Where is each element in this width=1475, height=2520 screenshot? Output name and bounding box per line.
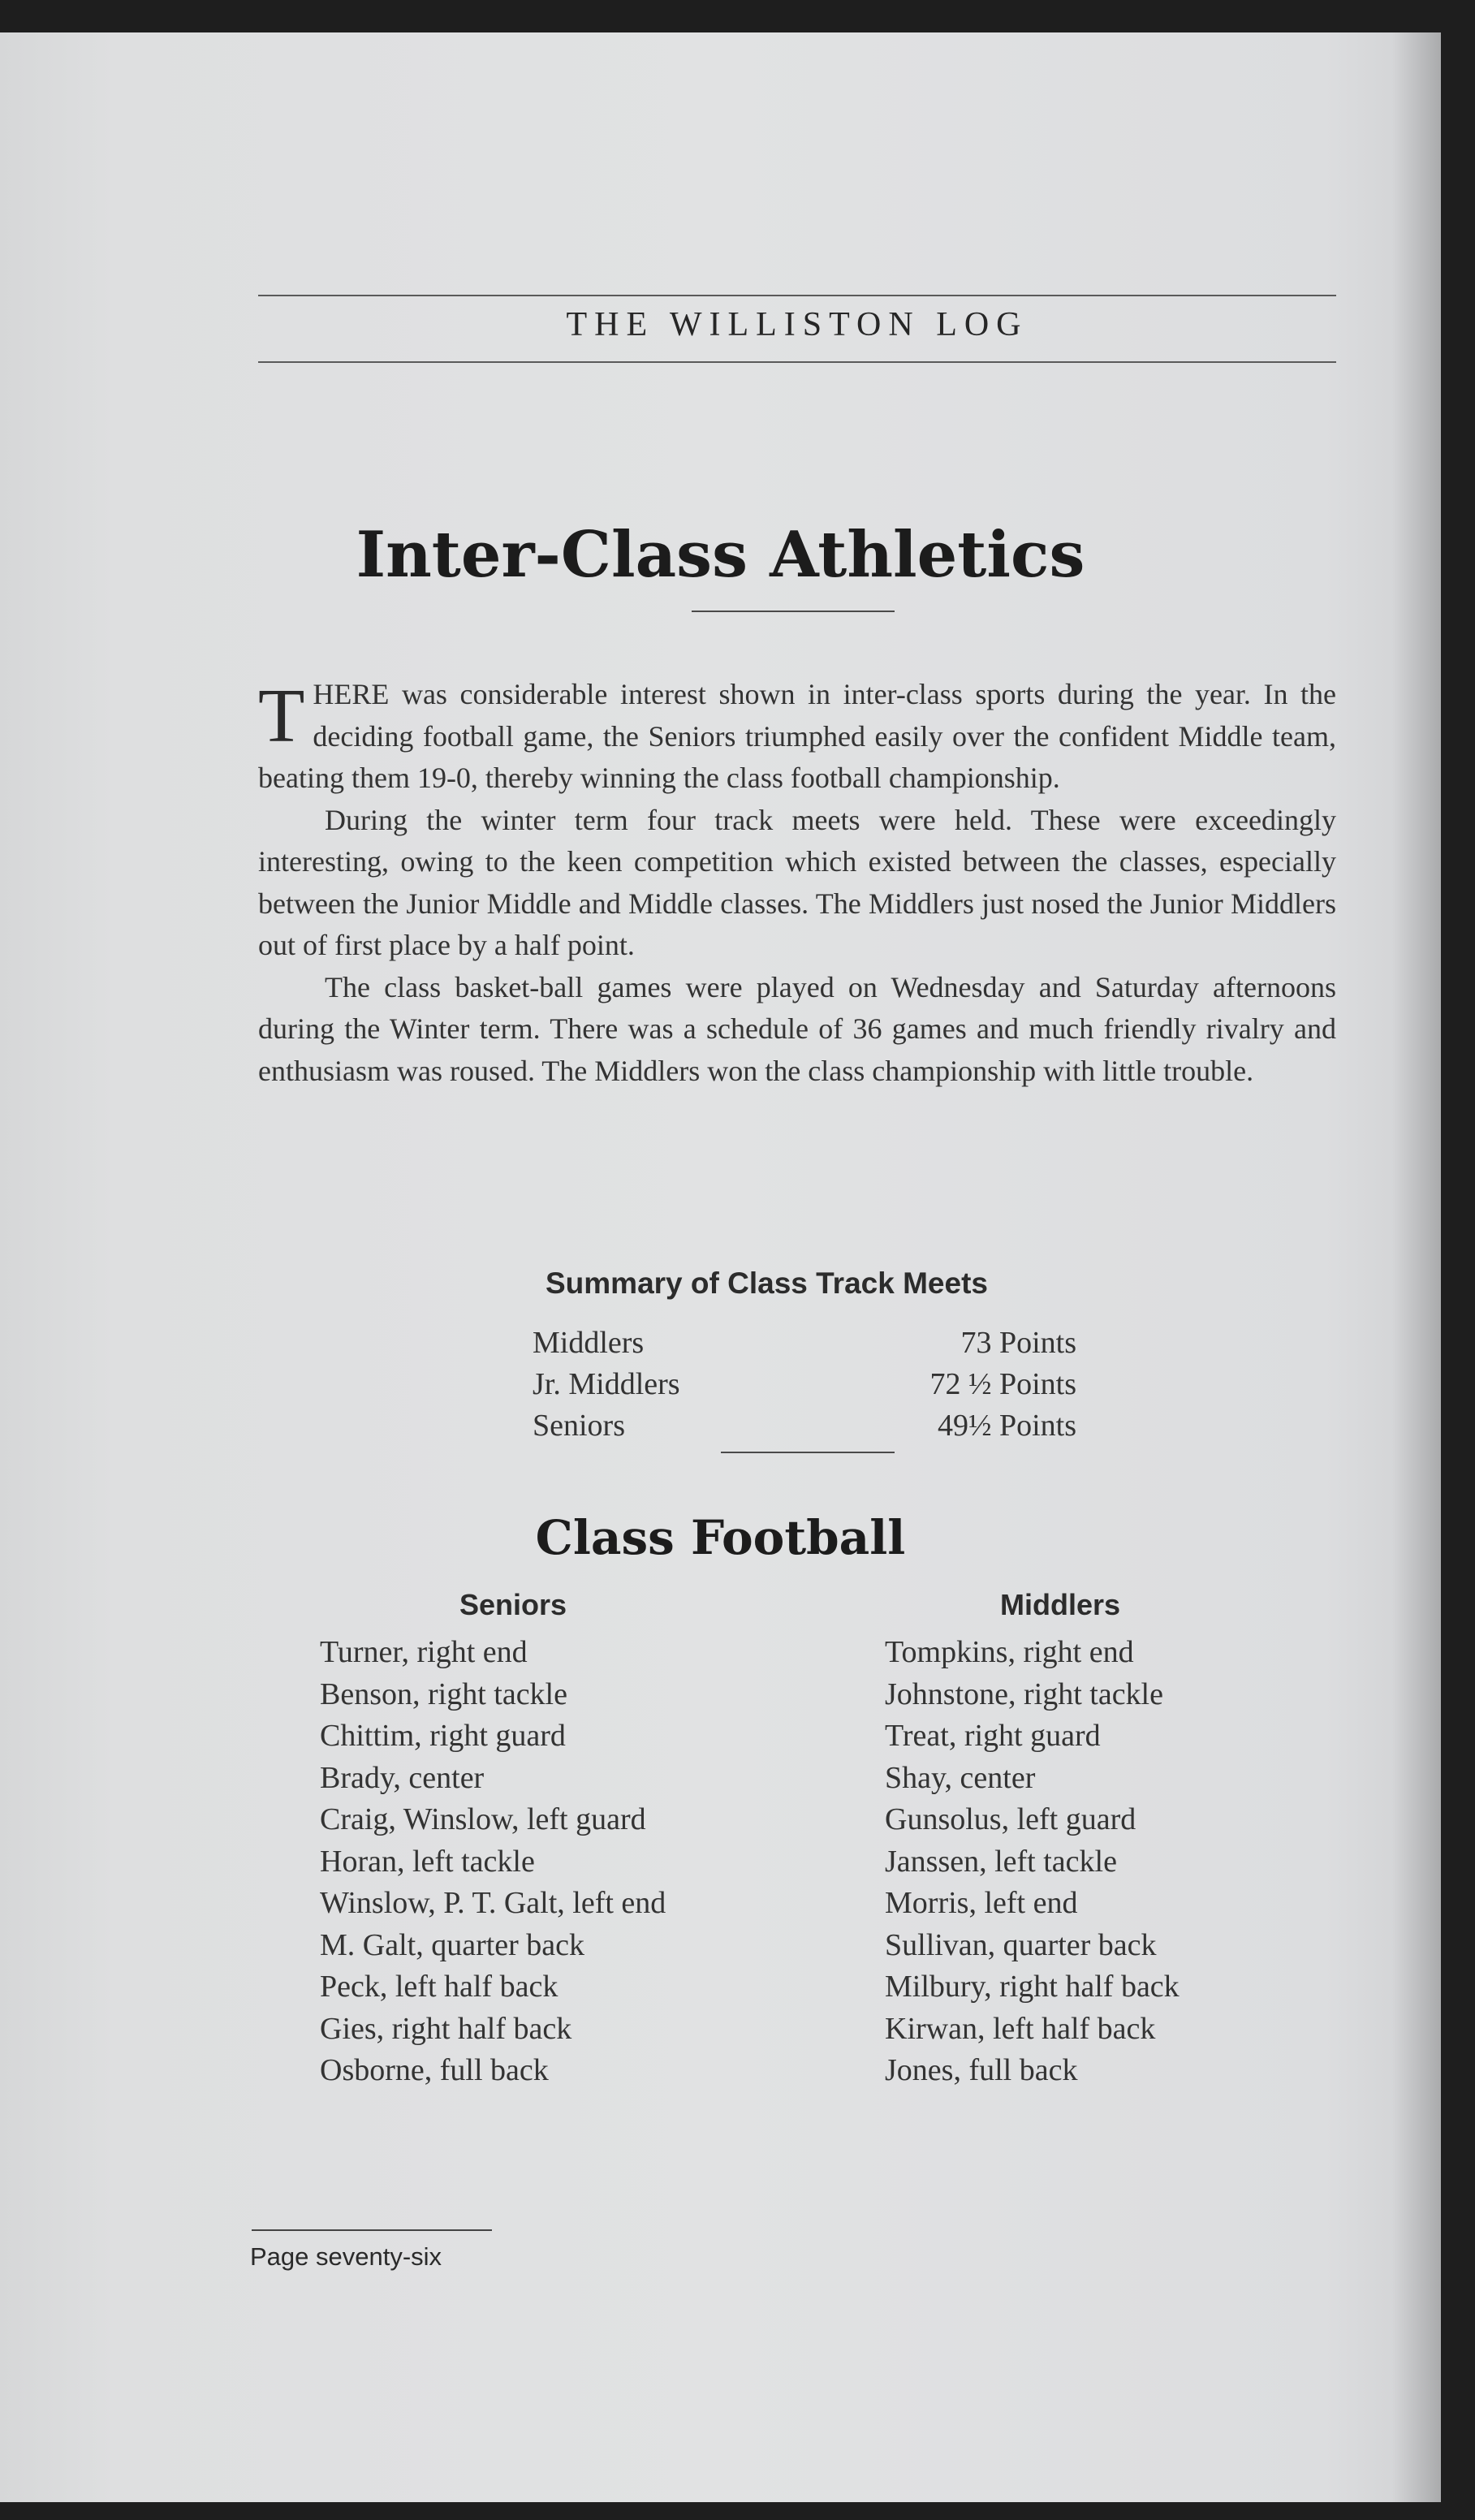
paragraph-2: During the winter term four track meets were held. These were exceedingly interesting, owing to the keen competition which existed between the classes, especially between the Junior Middle and Middle classes. The Middlers just nosed the Junior Middlers out of first place by a half point. (258, 803, 1336, 961)
summary-table (533, 1325, 1076, 1449)
middlers-heading: Middlers (1000, 1588, 1121, 1621)
page-edge-shadow (1392, 32, 1441, 2502)
middlers-roster (885, 1632, 1180, 2092)
article-body (258, 674, 1336, 1092)
list-item: Winslow, P. T. Galt, left end (320, 1886, 666, 1920)
summary-team: Middlers (533, 1326, 645, 1360)
summary-row (533, 1408, 1076, 1449)
paragraph-1-text: HERE was considerable interest shown in inter-class sports during the year. In the deciding football game, the Seniors triumphed easily over the confident Middle team, beating them 19-0, thereby winning the class football championship. (258, 678, 1336, 794)
football-title: Class Football (535, 1510, 906, 1565)
list-item: M. Galt, quarter back (320, 1927, 585, 1962)
list-item: Osborne, full back (320, 2053, 549, 2087)
running-head: THE WILLISTON LOG (566, 306, 1029, 343)
list-item: Morris, left end (885, 1886, 1078, 1920)
list-item: Johnstone, right tackle (885, 1676, 1163, 1711)
list-item: Turner, right end (320, 1635, 528, 1669)
paragraph-3: The class basket-ball games were played on Wednesday and Saturday afternoons during the Winter term. There was a schedule of 36 games and much friendly rivalry and enthusiasm was roused. The Middlers won the class championship with little trouble. (258, 970, 1336, 1087)
header-rule-bottom (258, 361, 1336, 363)
list-item: Brady, center (320, 1760, 485, 1795)
article-title: Inter-Class Athletics (356, 518, 1085, 592)
list-item: Milbury, right half back (885, 1970, 1180, 2004)
title-divider (692, 611, 895, 612)
list-item: Gunsolus, left guard (885, 1802, 1136, 1836)
list-item: Sullivan, quarter back (885, 1927, 1157, 1962)
summary-row (533, 1366, 1076, 1408)
drop-cap: T (258, 674, 305, 758)
summary-points: 73 Points (960, 1326, 1076, 1360)
summary-title: Summary of Class Track Meets (546, 1266, 988, 1300)
page (0, 32, 1441, 2502)
section-divider (721, 1452, 895, 1453)
list-item: Shay, center (885, 1760, 1036, 1795)
list-item: Craig, Winslow, left guard (320, 1802, 646, 1836)
list-item: Tompkins, right end (885, 1635, 1134, 1669)
summary-team: Jr. Middlers (533, 1367, 680, 1401)
page-number: Page seventy-six (250, 2242, 442, 2271)
list-item: Gies, right half back (320, 2011, 572, 2046)
seniors-heading: Seniors (459, 1588, 567, 1621)
list-item: Horan, left tackle (320, 1844, 535, 1879)
seniors-roster (320, 1632, 666, 2092)
list-item: Kirwan, left half back (885, 2011, 1156, 2046)
summary-team: Seniors (533, 1409, 625, 1443)
footer-rule (252, 2229, 492, 2231)
list-item: Benson, right tackle (320, 1676, 567, 1711)
summary-points: 72 ½ Points (929, 1367, 1076, 1401)
list-item: Treat, right guard (885, 1719, 1101, 1753)
list-item: Peck, left half back (320, 1970, 559, 2004)
list-item: Chittim, right guard (320, 1719, 566, 1753)
list-item: Janssen, left tackle (885, 1844, 1117, 1879)
summary-row (533, 1325, 1076, 1366)
list-item: Jones, full back (885, 2053, 1078, 2087)
summary-points: 49½ Points (937, 1409, 1076, 1443)
header-rule-top (258, 295, 1336, 296)
paragraph-1 (258, 674, 1336, 800)
